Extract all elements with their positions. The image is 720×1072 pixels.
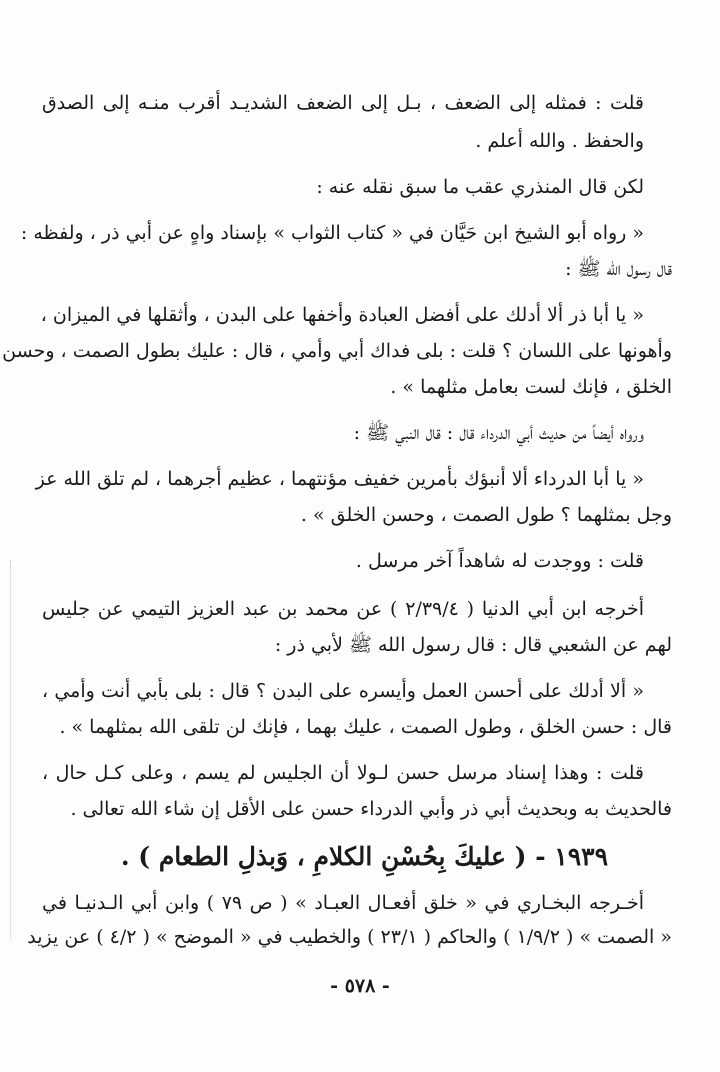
text-line: لكن قال المنذري عقب ما سبق نقله عنه : bbox=[316, 176, 644, 198]
scan-edge-mark bbox=[10, 560, 12, 940]
text-line: « يا أبا ذر ألا أدلك على أفضل العبادة وأخفها على البدن ، وأثقلها في الميزان ، bbox=[40, 304, 644, 326]
text-line: قال رسول الله ﷺ : bbox=[565, 258, 672, 280]
text-line: والحفظ . والله أعلم . bbox=[475, 130, 644, 152]
text-line: وجل بمثلهما ؟ طول الصمت ، وحسن الخلق » . bbox=[300, 504, 672, 526]
text-line: لهم عن الشعبي قال : قال رسول الله ﷺ لأبي ذر : bbox=[274, 634, 672, 656]
text-line: أخـرجه البخـاري في « خلق أفعـال العبـاد » ( ص ٧٩ ) وابن أبي الـدنيـا في bbox=[42, 892, 644, 914]
text-line: فالحديث به وبحديث أبي ذر وأبي الدرداء حسن على الأقل إن شاء الله تعالى . bbox=[70, 798, 672, 820]
hadith-heading: ١٩٣٩ - ( عليكَ بِحُسْنِ الكلامِ ، وَبذلِ الطعام ) . bbox=[120, 842, 608, 871]
text-line: وأهونها على اللسان ؟ قلت : بلى فداك أبي وأمي ، قال : عليك بطول الصمت ، وحسن bbox=[2, 340, 672, 362]
page-number: - ٥٧٨ - bbox=[330, 975, 390, 997]
text-line: ورواه أيضاً من حديث أبي الدرداء قال : قال النبي ﷺ : bbox=[353, 422, 644, 444]
text-line: الخلق ، فإنك لست بعامل مثلهما » . bbox=[390, 376, 672, 398]
text-line: « يا أبا الدرداء ألا أنبؤك بأمرين خفيف مؤنتهما ، عظيم أجرهما ، لم تلق الله عز bbox=[35, 468, 644, 490]
text-line: أخرجه ابن أبي الدنيا ( ٢/٣٩/٤ ) عن محمد بن عبد العزيز التيمي عن جليس bbox=[42, 598, 644, 620]
text-line: قلت : وهذا إسناد مرسل حسن لـولا أن الجليس لم يسم ، وعلى كـل حال ، bbox=[42, 762, 644, 784]
text-line: قال : حسن الخلق ، وطول الصمت ، عليك بهما ، فإنك لن تلقى الله بمثلهما » . bbox=[59, 716, 672, 738]
text-line: « الصمت » ( ١/٩/٢ ) والحاكم ( ٢٣/١ ) والخطيب في « الموضح » ( ٤/٢ ) عن يزيد bbox=[27, 926, 672, 948]
text-line: قلت : ووجدت له شاهداً آخر مرسل . bbox=[355, 550, 644, 572]
text-line: قلت : فمثله إلى الضعف ، بـل إلى الضعف الشديـد أقرب منـه إلى الصدق bbox=[42, 92, 644, 114]
text-line: « رواه أبو الشيخ ابن حَيَّان في « كتاب الثواب » بإسناد واهٍ عن أبي ذر ، ولفظه : bbox=[20, 222, 644, 244]
text-line: « ألا أدلك على أحسن العمل وأيسره على البدن ؟ قال : بلى بأبي أنت وأمي ، bbox=[42, 680, 644, 702]
